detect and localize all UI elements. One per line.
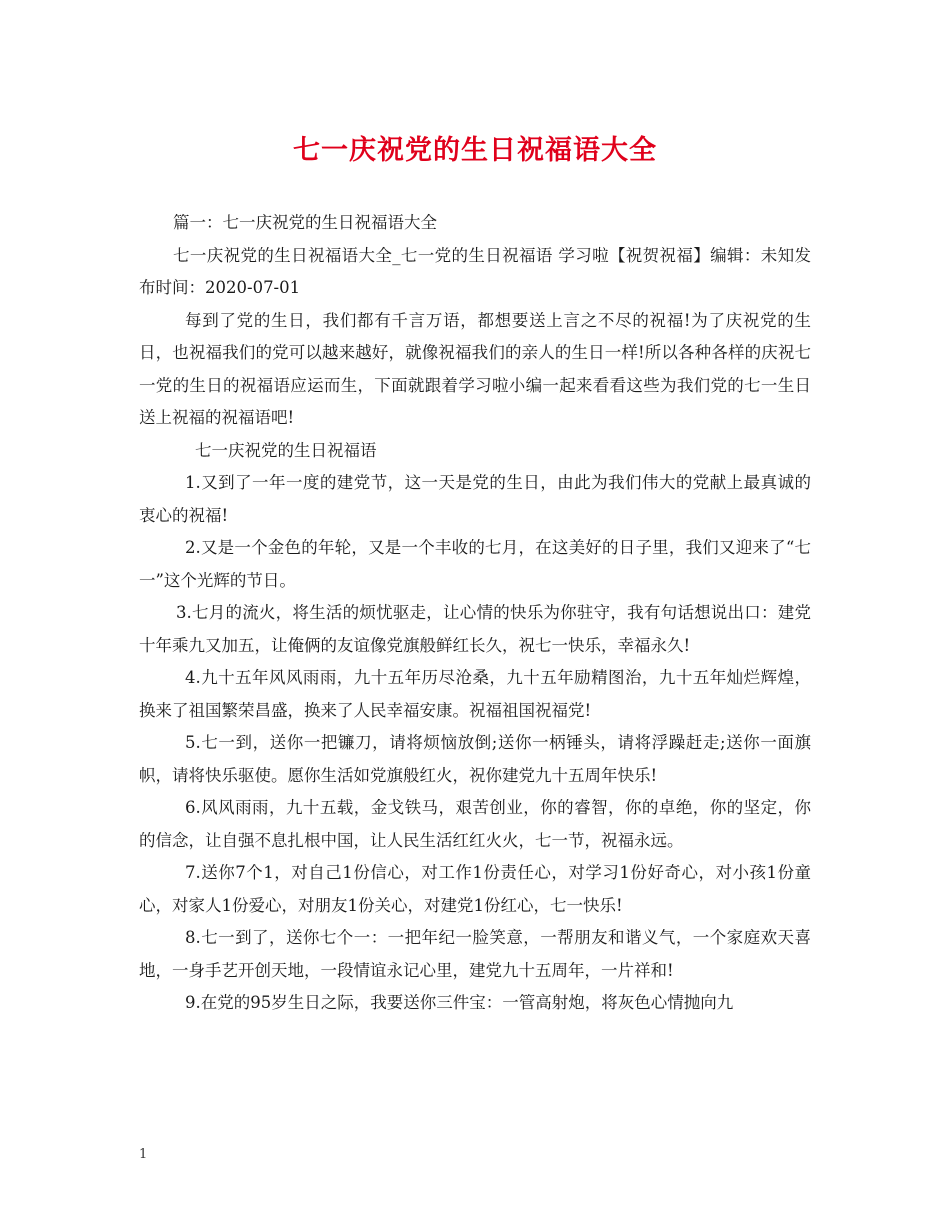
list-item: 8.七一到了，送你七个一：一把年纪一脸笑意，一帮朋友和谐义气，一个家庭欢天喜地，一身手艺开创天地，一段情谊永记心里，建党九十五周年，一片祥和! — [139, 928, 811, 980]
list-item: 7.送你7个1，对自己1份信心，对工作1份责任心，对学习1份好奇心，对小孩1份童心，对家人1份爱心，对朋友1份关心，对建党1份红心，七一快乐! — [139, 863, 811, 915]
list-item: 9.在党的95岁生日之际，我要送你三件宝：一管高射炮，将灰色心情抛向九 — [185, 993, 734, 1012]
section-heading: 篇一：七一庆祝党的生日祝福语大全 — [173, 213, 437, 232]
subheading: 七一庆祝党的生日祝福语 — [195, 440, 377, 460]
intro-paragraph: 每到了党的生日，我们都有千言万语，都想要送上言之不尽的祝福!为了庆祝党的生日，也祝福我们的党可以越来越好，就像祝福我们的亲人的生日一样!所以各种各样的庆祝七一党的生日的祝福语应运而生，下面就跟着学习啦小编一起来看看这些为我们党的七一生日送上祝福的祝福语吧! — [139, 310, 811, 427]
list-item: 6.风风雨雨，九十五载，金戈铁马，艰苦创业，你的睿智，你的卓绝，你的坚定，你的信念，让自强不息扎根中国，让人民生活红红火火，七一节，祝福永远。 — [139, 798, 811, 850]
document-body — [139, 207, 811, 1020]
list-item: 3.七月的流火，将生活的烦忧驱走，让心情的快乐为你驻守，我有句话想说出口：建党十年乘九又加五，让俺俩的友谊像党旗般鲜红长久，祝七一快乐，幸福永久! — [139, 603, 811, 655]
page-number: 1 — [139, 1147, 148, 1162]
list-item: 2.又是一个金色的年轮，又是一个丰收的七月，在这美好的日子里，我们又迎来了“七一”这个光辉的节日。 — [139, 538, 811, 590]
list-item: 4.九十五年风风雨雨，九十五年历尽沧桑，九十五年励精图治，九十五年灿烂辉煌，换来了祖国繁荣昌盛，换来了人民幸福安康。祝福祖国祝福党! — [139, 668, 811, 720]
document-title: 七一庆祝党的生日祝福语大全 — [293, 135, 657, 166]
source-info: 七一庆祝党的生日祝福语大全_七一党的生日祝福语 学习啦【祝贺祝福】编辑：未知发布时间：2020-07-01 — [139, 245, 811, 297]
list-item: 5.七一到，送你一把镰刀，请将烦恼放倒;送你一柄锤头，请将浮躁赶走;送你一面旗帜，请将快乐驱使。愿你生活如党旗般红火，祝你建党九十五周年快乐! — [139, 733, 811, 785]
list-item: 1.又到了一年一度的建党节，这一天是党的生日，由此为我们伟大的党献上最真诚的衷心的祝福! — [139, 473, 811, 525]
